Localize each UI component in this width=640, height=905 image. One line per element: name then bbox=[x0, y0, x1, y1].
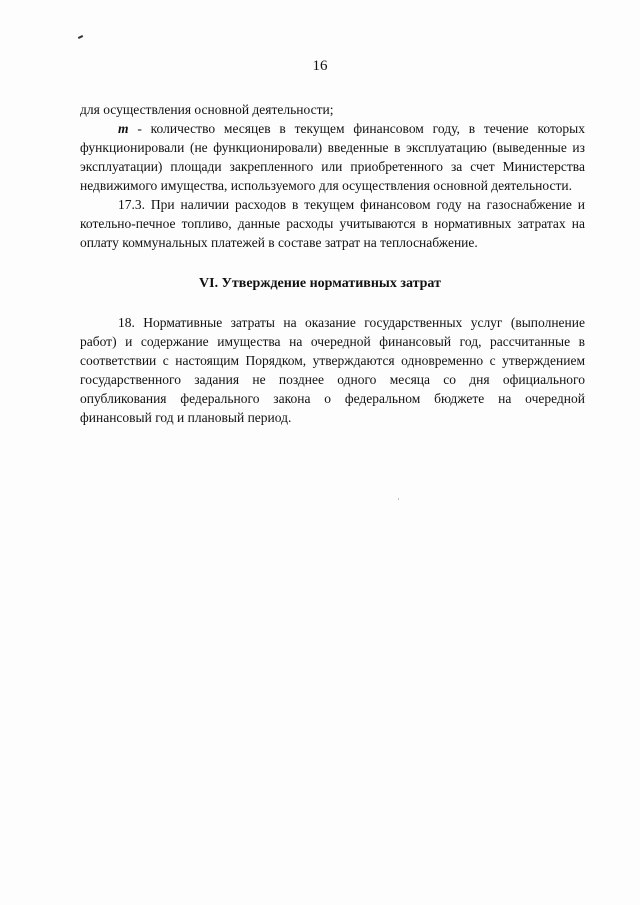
paragraph-18: 18. Нормативные затраты на оказание государственных услуг (выполнение работ) и содержание имущества на очередной финансовый год, рассчитанные в соответствии с настоящим Порядком, утверждаются одновременно с утверждением государственного задания не позднее одного месяца со дня официального опубликования федерального закона о федеральном бюджете на очередной финансовый год и плановый период. bbox=[80, 315, 585, 425]
paragraph-continuation: для осуществления основной деятельности; bbox=[80, 102, 334, 117]
text-block-top bbox=[80, 100, 585, 252]
page-number: 16 bbox=[312, 58, 328, 74]
scan-dot bbox=[398, 498, 399, 500]
variable-m-definition: - количество месяцев в текущем финансовом году, в течение которых функционировали (не функционировали) введенные в эксплуатацию (выведенные из эксплуатации) площади закрепленного или приобретенного за счет Министерства недвижимого имущества, используемого для осуществления основной деятельности. bbox=[80, 121, 585, 193]
scan-speck bbox=[78, 35, 83, 39]
paragraph-variable-m bbox=[80, 119, 585, 195]
variable-m: m bbox=[118, 121, 129, 136]
text-block-bottom bbox=[80, 313, 585, 427]
paragraph-17-3: 17.3. При наличии расходов в текущем финансовом году на газоснабжение и котельно-печное топливо, данные расходы учитываются в нормативных затратах на оплату коммунальных платежей в составе затрат на теплоснабжение. bbox=[80, 197, 585, 250]
section-heading: VI. Утверждение нормативных затрат bbox=[199, 276, 441, 291]
